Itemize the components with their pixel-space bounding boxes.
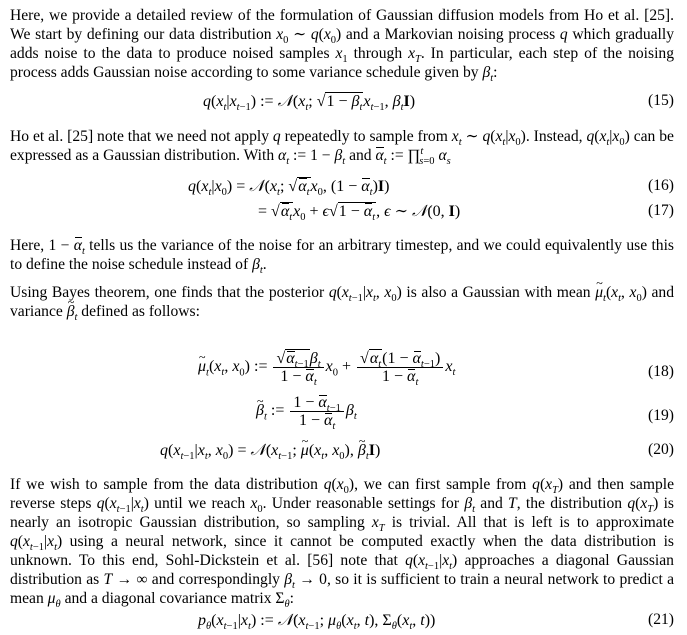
equation-number: (17) <box>648 202 674 219</box>
equation-21: $p_\theta(x_{t-1}|x_t)$ := $𝒩(x_{t-1}$; $\mu_\theta(x_t$, t), $\Sigma_\theta(x_t$, t)) (21) <box>198 610 674 633</box>
paragraph-3: Here, $1 - \alpha_t$ tells us the variance of the noise for an arbitrary timestep, and we could equivalently use this to define the noise schedule instead of $\beta_t$. <box>10 237 674 277</box>
equation-number: (19) <box>648 407 674 424</box>
equation-number: (15) <box>648 92 674 109</box>
equation-15: $q(x_t|x_{t-1})$ := $𝒩(x_t$; $√1 - \beta_tx_{t-1}$, $\beta_tI$) (15) <box>203 91 674 114</box>
paragraph-1: Here, we provide a detailed review of the formulation of Gaussian diffusion models from Ho et al. [25]. We start by defining our data distribution $x_0$ ∼ $q(x_0)$ and a Markovian noising process q which gradually adds noise to the data to produce noised samples $x_1$ through $x_T$. In particular, each step of the noising process adds Gaussian noise according to some variance schedule given by $\beta_t$: <box>10 7 674 85</box>
paragraph-4: Using Bayes theorem, one finds that the posterior $q(x_{t-1}|x_t$, $x_0$) is also a Gaussian with mean ~ $\mu_t(x_t$, $x_0$) and variance ~ $\beta_t$ defined as follows: <box>10 283 674 321</box>
paragraph-5: If we wish to sample from the data distribution $q(x_0)$, we can first sample from $q(x_T)$ and then sample reverse steps $q(x_{t-1}|x_t)$ until we reach $x_0$. Under reasonable settings for $\beta_t$ and T, the distribution $q(x_T)$ is nearly an isotropic Gaussian distribution, so sampling $x_T$ is trivial. All that is left is to approximate $q(x_{t-1}|x_t)$ using a neural network, since it cannot be computed exactly when the data distribution is unknown. To this end, Sohl-Dickstein et al. [56] note that $q(x_{t-1}|x_t)$ approaches a diagonal Gaussian distribution as T → ∞ and correspondingly $\beta_t \to 0$, so it is sufficient to train a neural network to predict a mean $\mu_\theta$ and a diagonal covariance matrix $\Sigma_\theta$: <box>10 476 675 611</box>
equation-number: (20) <box>648 441 674 458</box>
equation-17: = $√\alpha_tx_0 + \epsilon√1 - \alpha_t$, ϵ ∼ 𝒩(0, I) (17) <box>258 201 674 224</box>
equation-18: ~ $\mu_t(x_t$, $x_0$) := $\frac{√\alpha_{t-1}\beta_t}{1 - \alpha_t}$ $x_0$ + $\frac{√\alpha_t(1 - \alpha_{t-1})}{1 - \alpha_t}$ $x_t$ (18) <box>10 350 674 394</box>
equation-number: (16) <box>648 177 674 194</box>
equation-number: (21) <box>648 611 674 628</box>
equation-16: $q(x_t|x_0)$ = $𝒩(x_t$; $√\alpha_tx_0$, $(1 - \alpha_t)I$) (16) <box>188 176 674 199</box>
equation-20: $q(x_{t-1}|x_t$, $x_0$) = $𝒩(x_{t-1}$; ~ $\mu(x_t$, $x_0$), ~ $\beta_tI$) (20) <box>10 440 674 464</box>
paragraph-2: Ho et al. [25] note that we need not apply q repeatedly to sample from $x_t$ ∼ $q(x_t|x_0)$. Instead, $q(x_t|x_0)$ can be expressed as a Gaussian distribution. With $\alpha_t$ := $1 - \beta_t$ and $\alpha_t$ := ∏$^t_{s=0}$ $\alpha_s$ <box>10 128 674 168</box>
equation-19: ~ $\beta_t$ := $\frac{1 - \alpha_{t-1}}{1 - \alpha_t}$ $\beta_t$ (19) <box>10 394 674 438</box>
equation-number: (18) <box>648 363 674 380</box>
